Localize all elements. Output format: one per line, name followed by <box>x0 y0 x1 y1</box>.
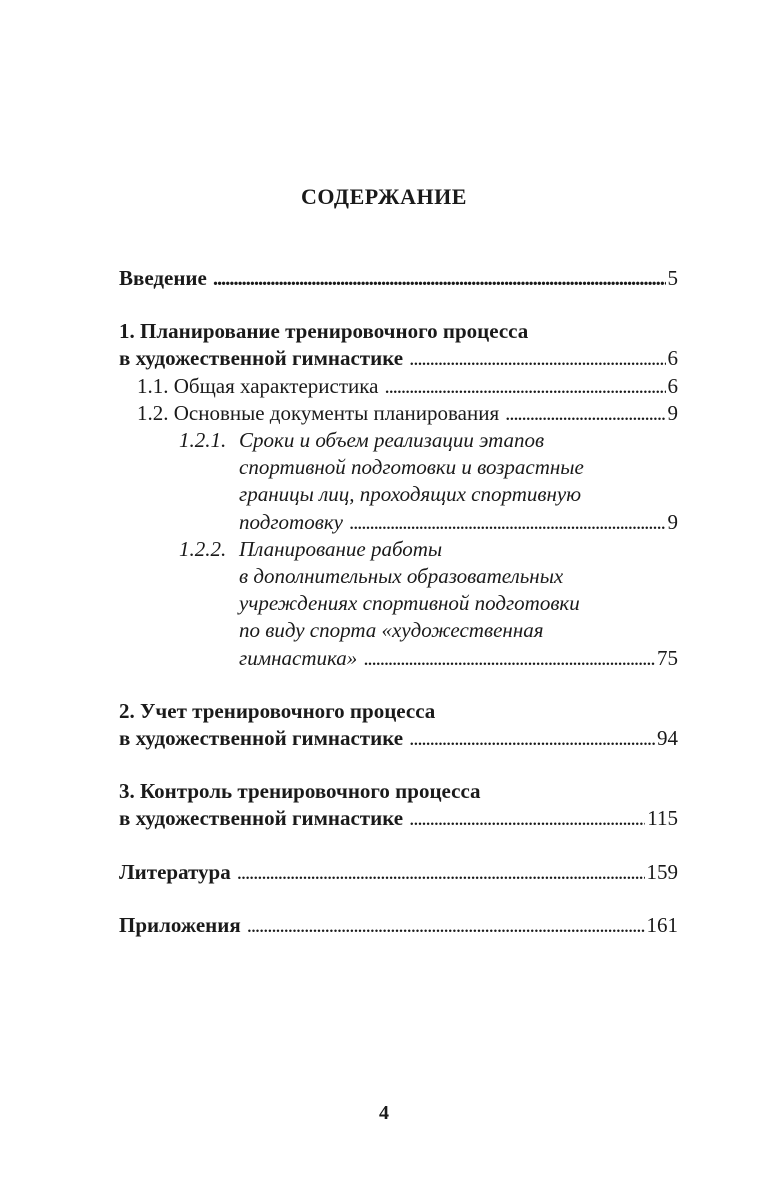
toc-entry-label: 1.2. Основные документы планирования <box>137 400 500 425</box>
toc-entry-1-2-1-line-2: спортивной подготовки и возрастные <box>239 455 584 480</box>
toc-chapter-3-title[interactable]: 3. Контроль тренировочного процесса <box>119 779 481 804</box>
toc-entry-chapter-1[interactable] <box>119 345 678 372</box>
dot-leader <box>247 912 645 939</box>
toc-entry-1-2-1[interactable] <box>119 509 678 536</box>
toc-entry-1-2-2-line-4: по виду спорта «художественная <box>239 618 544 643</box>
toc-entry-literature[interactable] <box>119 859 678 886</box>
toc-entry-1-1[interactable] <box>119 373 678 400</box>
dot-leader <box>237 859 645 886</box>
dot-leader <box>349 509 666 536</box>
toc-page-number: 9 <box>667 509 678 534</box>
page-title: СОДЕРЖАНИЕ <box>301 184 467 209</box>
toc-entry-label: Приложения <box>119 912 241 937</box>
toc-page-number: 115 <box>647 806 678 831</box>
toc-entry-label: Литература <box>119 859 231 884</box>
toc-entry-label: в художественной гимнастике <box>119 726 404 751</box>
toc-page-number: 6 <box>667 346 678 371</box>
toc-page-number: 75 <box>657 645 678 670</box>
toc-page-number: 161 <box>646 912 678 937</box>
toc-entry-1-2-1-line-3: границы лиц, проходящих спортивную <box>239 482 582 507</box>
toc-entry-appendices[interactable] <box>119 912 678 939</box>
toc-entry-intro[interactable] <box>119 265 678 292</box>
toc-entry-label: Планирование работы <box>239 536 443 561</box>
dot-leader <box>363 645 655 672</box>
toc-entry-label: в художественной гимнастике <box>119 806 404 831</box>
dot-leader <box>505 400 665 427</box>
toc-page-number: 6 <box>667 373 678 398</box>
toc-entry-1-2-1-line-1[interactable] <box>119 427 678 454</box>
toc-section-number: 1.2.1. <box>179 428 227 453</box>
toc-section-number: 1.2.2. <box>179 536 227 561</box>
dot-leader <box>409 345 665 372</box>
toc-entry-1-2-2[interactable] <box>119 645 678 672</box>
toc-entry-chapter-2[interactable] <box>119 725 678 752</box>
toc-entry-label: Сроки и объем реализации этапов <box>239 428 545 453</box>
dot-leader <box>384 373 665 400</box>
toc-entry-1-2-2-line-2: в дополнительных образовательных <box>239 564 564 589</box>
toc-page-number: 5 <box>667 266 678 290</box>
toc-chapter-2-title[interactable]: 2. Учет тренировочного процесса <box>119 698 436 723</box>
dot-leader <box>213 265 666 292</box>
table-of-contents <box>119 265 678 939</box>
toc-entry-1-2-2-line-1[interactable] <box>119 536 678 563</box>
toc-page-number: 159 <box>646 859 678 884</box>
toc-page-number: 9 <box>667 400 678 425</box>
toc-entry-label: гимнастика» <box>239 645 358 670</box>
toc-page-number: 94 <box>657 726 678 751</box>
toc-entry-label: 1.1. Общая характеристика <box>137 373 379 398</box>
toc-entry-label: в художественной гимнастике <box>119 346 404 371</box>
toc-entry-chapter-3[interactable] <box>119 805 678 832</box>
page-number: 4 <box>379 1102 389 1124</box>
toc-entry-1-2[interactable] <box>119 400 678 427</box>
toc-entry-label: подготовку <box>239 509 343 534</box>
toc-entry-label: Введение <box>119 266 207 290</box>
dot-leader <box>409 725 655 752</box>
toc-entry-1-2-2-line-3: учреждениях спортивной подготовки <box>239 591 580 616</box>
dot-leader <box>409 805 645 832</box>
toc-chapter-1-title[interactable]: 1. Планирование тренировочного процесса <box>119 319 529 344</box>
